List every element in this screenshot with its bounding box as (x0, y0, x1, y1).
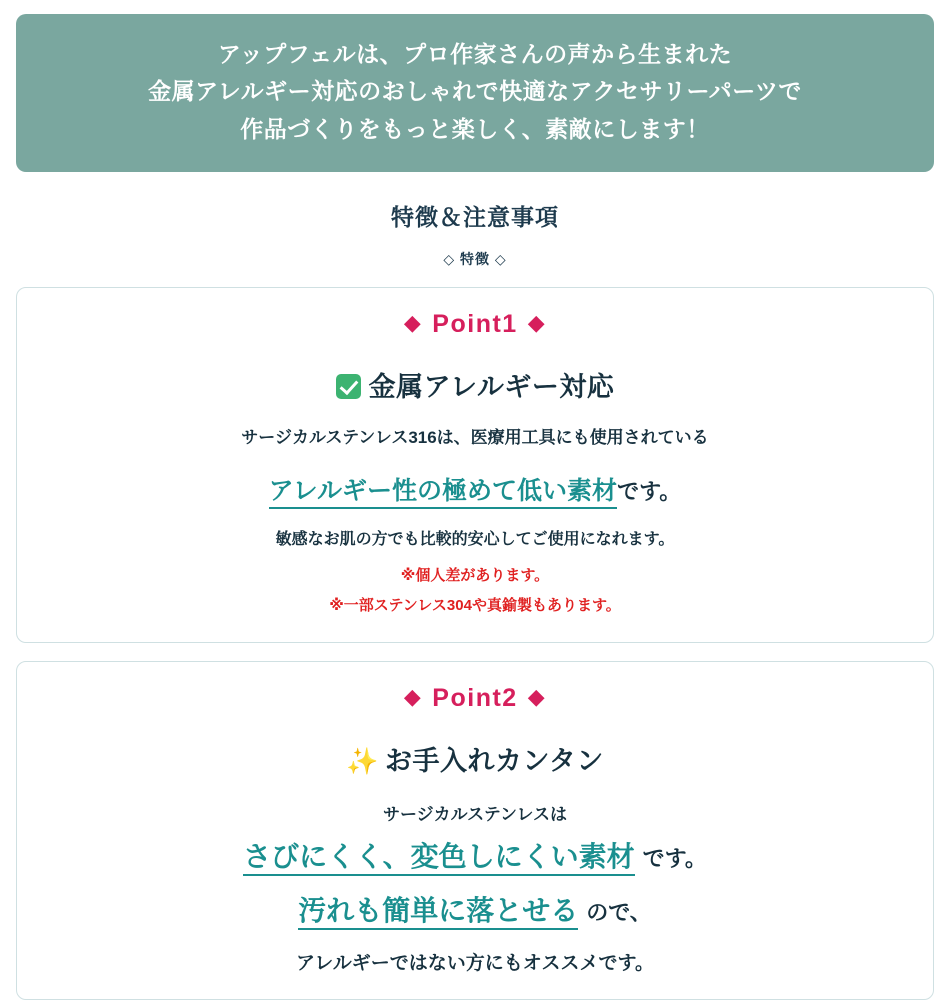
point-2-highlight-1: さびにくく、変色しにくい素材 (243, 841, 634, 876)
point-label-text-2: Point2 (432, 683, 518, 712)
section-subtitle: ◇ 特徴 ◇ (443, 250, 507, 267)
point-2-highlight-2: 汚れも簡単に落とせる (298, 895, 578, 930)
point-2-line-2: アレルギーではない方にもオススメです。 (295, 953, 655, 975)
point-heading-2 (41, 739, 909, 778)
point-heading-text-2: お手入れカンタン (384, 745, 604, 776)
sparkle-icon: ✨ (346, 745, 379, 776)
point-card-2 (16, 661, 934, 1000)
point-1-highlight: アレルギー性の極めて低い素材 (269, 477, 617, 509)
diamond-left-icon: ◆ (403, 683, 423, 709)
diamond-left-icon: ◆ (403, 309, 423, 335)
hero-banner (16, 14, 934, 172)
hero-line-1: アップフェルは、プロ作家さんの声から生まれた (217, 41, 733, 67)
diamond-right-icon: ◆ (527, 683, 547, 709)
point-2-highlight-row-1 (41, 835, 909, 880)
section-title: 特徴＆注意事項 (391, 203, 559, 230)
point-label-2 (41, 684, 909, 713)
hero-line-2: 金属アレルギー対応のおしゃれで快適なアクセサリーパーツで (148, 78, 802, 105)
point-1-line-2: 敏感なお肌の方でも比較的安心してご使用になれます。 (275, 530, 675, 548)
point-2-highlight-tail-1: です。 (642, 845, 707, 871)
point-heading-1 (41, 365, 909, 404)
point-1-highlight-row (41, 471, 909, 511)
diamond-right-icon: ◆ (527, 309, 547, 335)
green-check-icon (336, 374, 361, 399)
point-card-1 (16, 287, 934, 643)
point-1-line-1: サージカルステンレス316は、医療用工具にも使用されている (241, 427, 709, 447)
point-label-text-1: Point1 (432, 309, 518, 338)
point-1-note-2: ※一部ステンレス304や真鍮製もあります。 (329, 597, 621, 615)
point-2-line-1: サージカルステンレスは (382, 804, 568, 824)
hero-line-3: 作品づくりをもっと楽しく、素敵にします！ (240, 115, 710, 142)
point-heading-text-1: 金属アレルギー対応 (368, 371, 615, 402)
point-2-highlight-row-2 (41, 889, 909, 934)
point-1-note-1: ※個人差があります。 (400, 566, 550, 584)
point-2-highlight-tail-2: ので、 (586, 900, 652, 926)
point-label-1 (41, 310, 909, 339)
point-1-highlight-tail: です。 (617, 478, 682, 504)
